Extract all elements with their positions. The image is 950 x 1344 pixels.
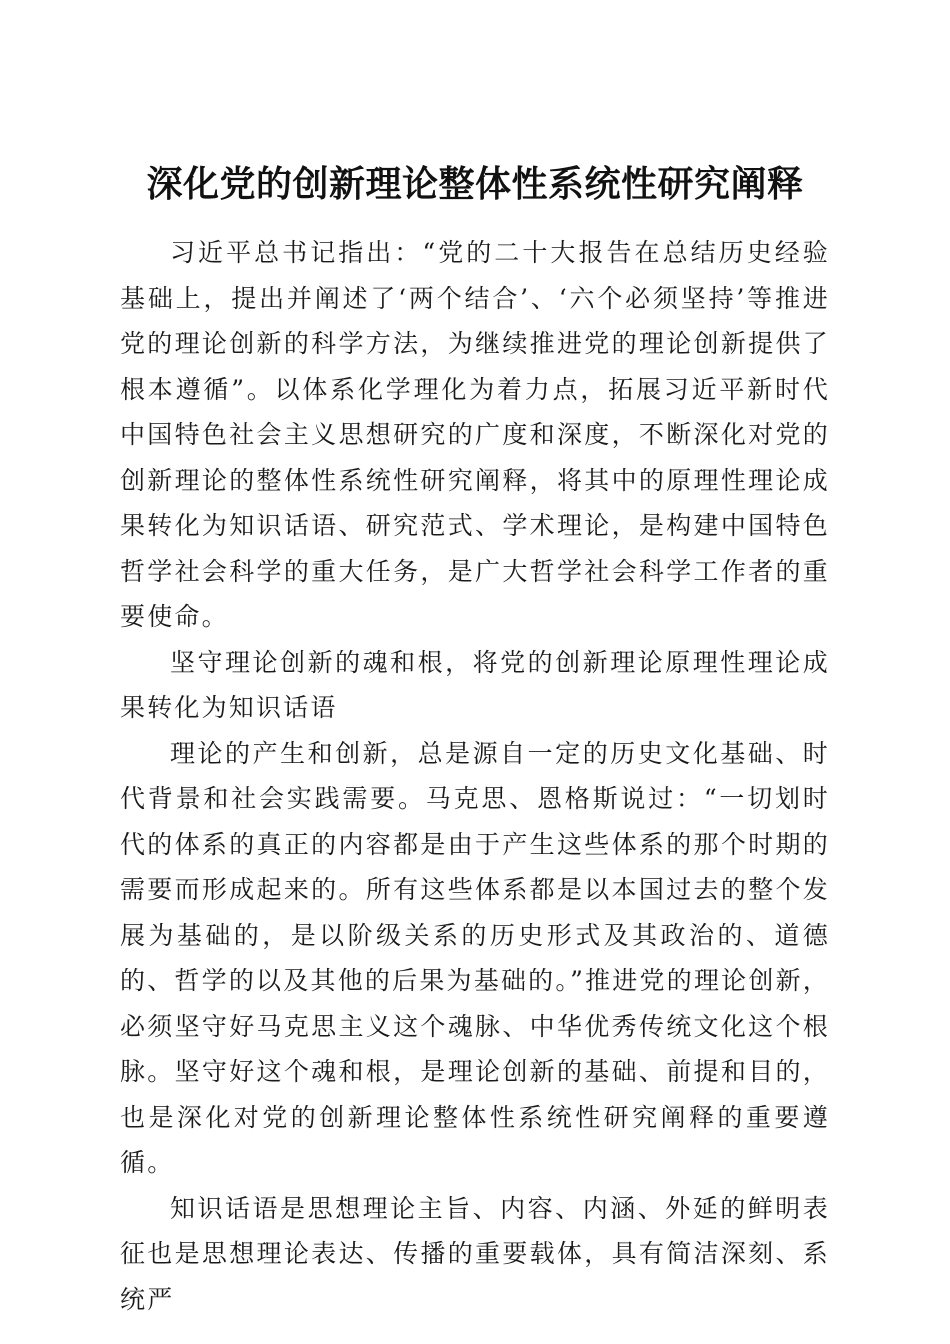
document-body xyxy=(120,230,830,1322)
paragraph-intro: 习近平总书记指出：“党的二十大报告在总结历史经验基础上，提出并阐述了‘两个结合’、‘六个必须坚持’等推进党的理论创新的科学方法，为继续推进党的理论创新提供了根本遵循”。以体系化学理化为着力点，拓展习近平新时代中国特色社会主义思想研究的广度和深度，不断深化对党的创新理论的整体性系统性研究阐释，将其中的原理性理论成果转化为知识话语、研究范式、学术理论，是构建中国特色哲学社会科学的重大任务，是广大哲学社会科学工作者的重要使命。 xyxy=(120,238,830,631)
section-heading: 坚守理论创新的魂和根，将党的创新理论原理性理论成果转化为知识话语 xyxy=(120,647,830,722)
paragraph-discourse: 知识话语是思想理论主旨、内容、内涵、外延的鲜明表征也是思想理论表达、传播的重要载体，具有简洁深刻、系统严 xyxy=(120,1193,830,1314)
paragraph-theory: 理论的产生和创新，总是源自一定的历史文化基础、时代背景和社会实践需要。马克思、恩格斯说过：“一切划时代的体系的真正的内容都是由于产生这些体系的那个时期的需要而形成起来的。所有这些体系都是以本国过去的整个发展为基础的，是以阶级关系的历史形式及其政治的、道德的、哲学的以及其他的后果为基础的。”推进党的理论创新，必须坚守好马克思主义这个魂脉、中华优秀传统文化这个根脉。坚守好这个魂和根，是理论创新的基础、前提和目的，也是深化对党的创新理论整体性系统性研究阐释的重要遵循。 xyxy=(120,738,830,1177)
document-title: 深化党的创新理论整体性系统性研究阐释 xyxy=(146,163,804,206)
